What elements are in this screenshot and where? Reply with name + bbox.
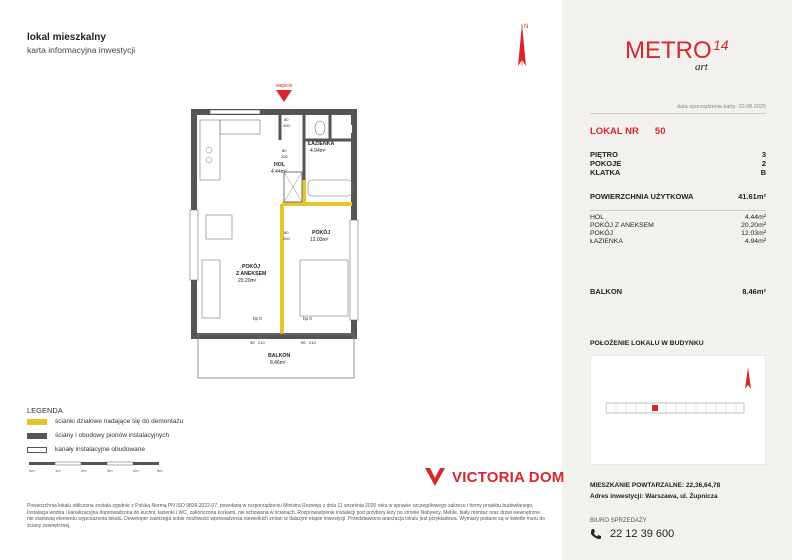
north-arrow-icon xyxy=(512,20,532,70)
building-location-map xyxy=(590,355,766,465)
floor-plan xyxy=(180,80,380,380)
room-balkon-name: BALKON xyxy=(268,353,291,359)
divider xyxy=(590,210,766,211)
room-hol-name: HOL xyxy=(274,162,285,168)
legend-label: ścianki działowe nadające się do demontażu xyxy=(55,418,184,425)
doc-title: lokal mieszkalny xyxy=(27,32,106,43)
room-lazienka-name: ŁAZIENKA xyxy=(308,141,335,147)
scale-bar xyxy=(27,458,177,474)
victoria-dom-logo-icon xyxy=(424,466,446,488)
metro-logo xyxy=(625,34,745,79)
pietro-row: PIĘTRO 3 xyxy=(590,150,766,159)
legend-label: kanały instalacyjne obudowane xyxy=(55,446,145,453)
door-label: 80 xyxy=(284,230,289,235)
doc-subtitle: karta informacyjna inwestycji xyxy=(27,45,136,55)
room-row: ŁAZIENKA 4.94m² xyxy=(590,238,766,245)
room-pokoj-name: POKÓJ xyxy=(312,230,331,236)
svg-text:4m: 4m xyxy=(133,468,139,473)
legend-title: LEGENDA xyxy=(27,406,63,415)
pow-row: POWIERZCHNIA UŻYTKOWA 41.61m² xyxy=(590,192,766,201)
svg-text:METRO: METRO xyxy=(625,37,712,64)
hp-label: hp 0 xyxy=(303,316,312,321)
adres-inwestycji: Adres inwestycji: Warszawa, ul. Żupnicza xyxy=(590,493,718,500)
pokoje-row: POKOJE 2 xyxy=(590,159,766,168)
side-label: 210 xyxy=(309,340,316,345)
legend-item xyxy=(27,446,145,453)
legend-item xyxy=(27,418,183,425)
right-panel xyxy=(562,0,792,560)
side-label: 90 xyxy=(301,340,306,345)
polozenie-title: POŁOŻENIE LOKALU W BUDYNKU xyxy=(590,340,704,347)
door-label: 200 xyxy=(283,236,290,241)
svg-text:0m: 0m xyxy=(29,468,35,473)
room-aneks-area: 20.20m² xyxy=(238,278,257,284)
room-hol-area: 4.44m² xyxy=(271,169,287,175)
balkon-row: BALKON 8.46m² xyxy=(590,287,766,296)
svg-text:14: 14 xyxy=(713,37,729,53)
svg-text:5m: 5m xyxy=(157,468,163,473)
room-aneks-name1: POKÓJ xyxy=(242,264,261,270)
svg-text:1m: 1m xyxy=(55,468,61,473)
mieszkanie-powtarzalne: MIESZKANIE POWTARZALNE: 22,36,64,78 xyxy=(590,482,721,489)
door-label: 80 xyxy=(284,117,289,122)
klatka-row: KLATKA B xyxy=(590,168,766,177)
room-lazienka-area: 4.94m² xyxy=(310,148,326,154)
legend-swatch xyxy=(27,419,47,425)
hp-label: hp 0 xyxy=(253,316,262,321)
svg-text:art: art xyxy=(695,61,708,73)
apartment-marker xyxy=(652,405,658,411)
side-label: 210 xyxy=(258,340,265,345)
card-date: data sporządzenia karty: 20.08.2025 xyxy=(590,104,766,114)
biuro-label: BIURO SPRZEDAŻY xyxy=(590,518,647,524)
legend-item xyxy=(27,432,169,439)
entry-arrow-icon xyxy=(276,90,292,102)
svg-text:N: N xyxy=(524,24,529,30)
door-label: 200 xyxy=(281,154,288,159)
room-pokoj-area: 12.03m² xyxy=(310,237,329,243)
legend-swatch xyxy=(27,447,47,453)
door-label: 200 xyxy=(283,123,290,128)
legend-swatch xyxy=(27,433,47,439)
room-balkon-area: 8.46m² xyxy=(270,360,286,366)
side-label: 90 xyxy=(250,340,255,345)
svg-text:2m: 2m xyxy=(81,468,87,473)
lokal-number: LOKAL NR 50 xyxy=(590,126,666,137)
victoria-dom-text: VICTORIA DOM xyxy=(452,468,565,486)
footnote: Powierzchnia lokalu obliczona zostala zgodnie z Polską Normą PN ISO 9836:2022-07, powołaną w rozporządzeniu Ministra Rozwoju z dnia 11 września 2020 roku w sprawie szczegółowego zakresu i formy projektu budowlanego. Instalacja wodna i kanalizacyjna doprowadzona do kuchni, łazienki i WC, zakończona korkami, nie schowana w ścianach. Rozprowadzenie instalacji pod przybory leży po stronie Nabywcy. Meble, biały montaż oraz drzwi wewnętrzne nie stanowią elementu wyposażenia lokalu. Deweloper zastrzega sobie możliwość wprowadzenia niewielkich zmian w dalszym etapie inwestycji. Przedstawiona aranżacja lokalu jest przykładowa. Wymiary podane są w świetle muru do ściany zewnętrznej. xyxy=(27,503,545,529)
legend-label: ściany i obudowy pionów instalacyjnych xyxy=(55,432,170,439)
phone-link[interactable] xyxy=(590,528,674,540)
door-label: 80 xyxy=(282,148,287,153)
entry-label: wejście xyxy=(276,83,293,89)
svg-text:3m: 3m xyxy=(107,468,113,473)
phone-icon xyxy=(590,528,602,540)
room-row: POKÓJ 12.03m² xyxy=(590,230,766,237)
room-row: POKÓJ Z ANEKSEM 20.20m² xyxy=(590,222,766,229)
phone-number: 22 12 39 600 xyxy=(610,528,675,540)
room-aneks-name2: Z ANEKSEM xyxy=(236,271,267,277)
room-row: HOL 4.44m² xyxy=(590,214,766,221)
victoria-dom-logo xyxy=(424,466,564,488)
